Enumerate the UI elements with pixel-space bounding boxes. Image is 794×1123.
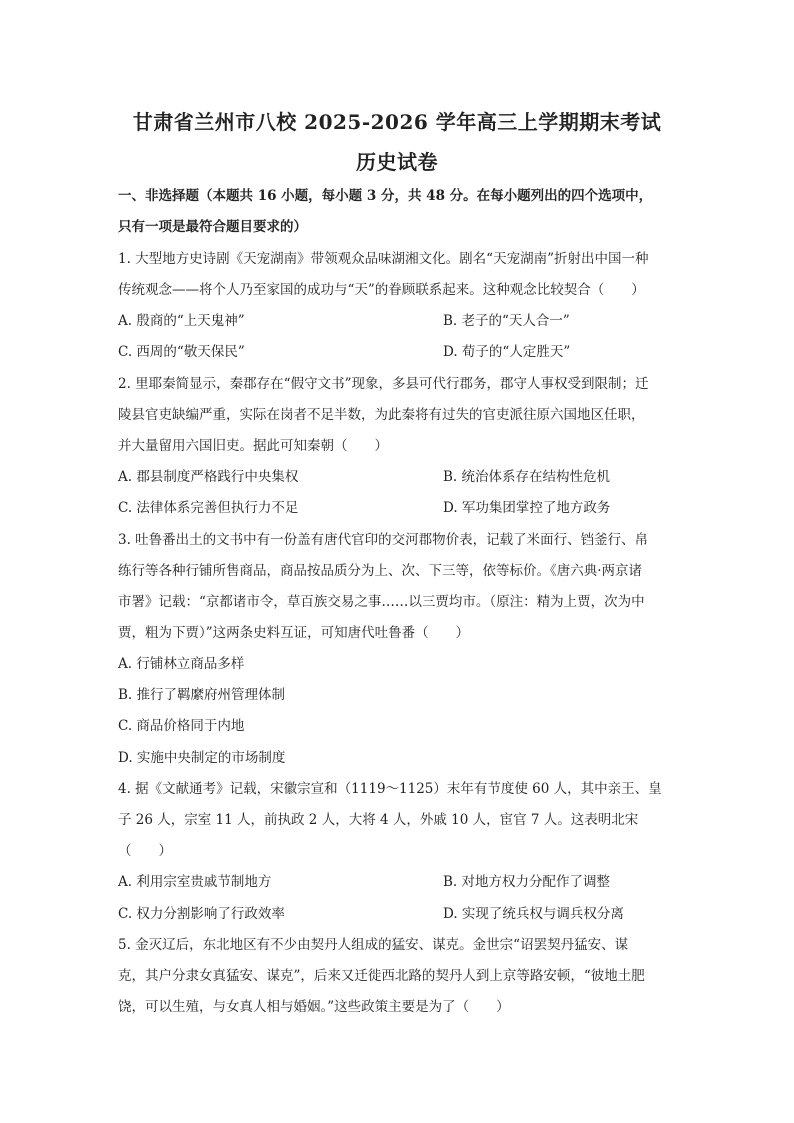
question-text: 传统观念——将个人乃至家国的成功与“天”的眷顾联系起来。这种观念比较契合（ ） [118,282,645,298]
option-c: C. 西周的“敬天保民” [118,344,245,360]
question-text: 贾，粗为下贾）”这两条史料互证，可知唐代吐鲁番（ ） [118,625,470,641]
question-text: 1. 大型地方史诗剧《天宠湖南》带领观众品味湖湘文化。剧名“天宠湖南”折射出中国一种 [118,251,649,267]
section-instructions: 只有一项是最符合题目要求的） [118,219,307,235]
option-d: D. 荀子的“人定胜天” [443,344,571,360]
question-text: 4. 据《文献通考》记载，宋徽宗宣和（1119～1125）末年有节度使 60 人，其中亲王、皇 [118,781,662,797]
question-text: 市署》记载：“京都诸市令，草百族交易之事……以三贾均市。（原注：精为上贾，次为中 [118,594,645,610]
option-d: D. 实施中央制定的市场制度 [118,750,286,766]
option-c: C. 商品价格同于内地 [118,718,245,734]
question-text: 子 26 人，宗室 11 人，前执政 2 人，大将 4 人，外戚 10 人，宦官 7 人。这表明北宋 [118,812,639,828]
question-text: 克，其户分隶女真猛安、谋克”，后来又迁徙西北路的契丹人到上京等路安顿，“彼地土肥 [118,968,645,984]
question-text: 2. 里耶秦简显示，秦郡存在“假守文书”现象，多县可代行郡务，郡守人事权受到限制；迁 [118,376,649,392]
option-d: D. 军功集团掌控了地方政务 [443,500,611,516]
option-a: A. 郡县制度严格践行中央集权 [118,469,299,485]
section-instructions: 一、非选择题（本题共 16 小题，每小题 3 分，共 48 分。在每小题列出的四个选项中， [118,188,653,204]
option-c: C. 法律体系完善但执行力不足 [118,500,299,516]
option-a: A. 行铺林立商品多样 [118,656,245,672]
option-b: B. 统治体系存在结构性危机 [443,469,611,485]
option-b: B. 推行了羁縻府州管理体制 [118,687,286,703]
option-b: B. 对地方权力分配作了调整 [443,874,611,890]
option-a: A. 殷商的“上天鬼神” [118,313,245,329]
question-text: 5. 金灭辽后，东北地区有不少由契丹人组成的猛安、谋克。金世宗“诏罢契丹猛安、谋 [118,937,629,953]
option-b: B. 老子的“天人合一” [443,313,570,329]
question-text: 陵县官吏缺编严重，实际在岗者不足半数，为此秦将有过失的官吏派往原六国地区任职， [118,407,645,423]
question-text: 并大量留用六国旧吏。据此可知秦朝（ ） [118,438,388,454]
option-c: C. 权力分割影响了行政效率 [118,906,285,922]
question-text: 练行等各种行铺所售商品，商品按品质分为上、次、下三等，依等标价。《唐六典·两京诸 [118,563,643,579]
question-text: 饶，可以生殖，与女真人相与婚姻。”这些政策主要是为了（ ） [118,999,510,1015]
question-text: 3. 吐鲁番出土的文书中有一份盖有唐代官印的交河郡物价表，记载了米面行、铛釜行、帛 [118,532,649,548]
option-d: D. 实现了统兵权与调兵权分离 [443,906,624,922]
question-text: （ ） [118,843,172,859]
exam-title: 甘肃省兰州市八校 2025-2026 学年高三上学期期末考试 [132,110,662,134]
exam-subject: 历史试卷 [356,150,438,174]
option-a: A. 利用宗室贵戚节制地方 [118,874,272,890]
